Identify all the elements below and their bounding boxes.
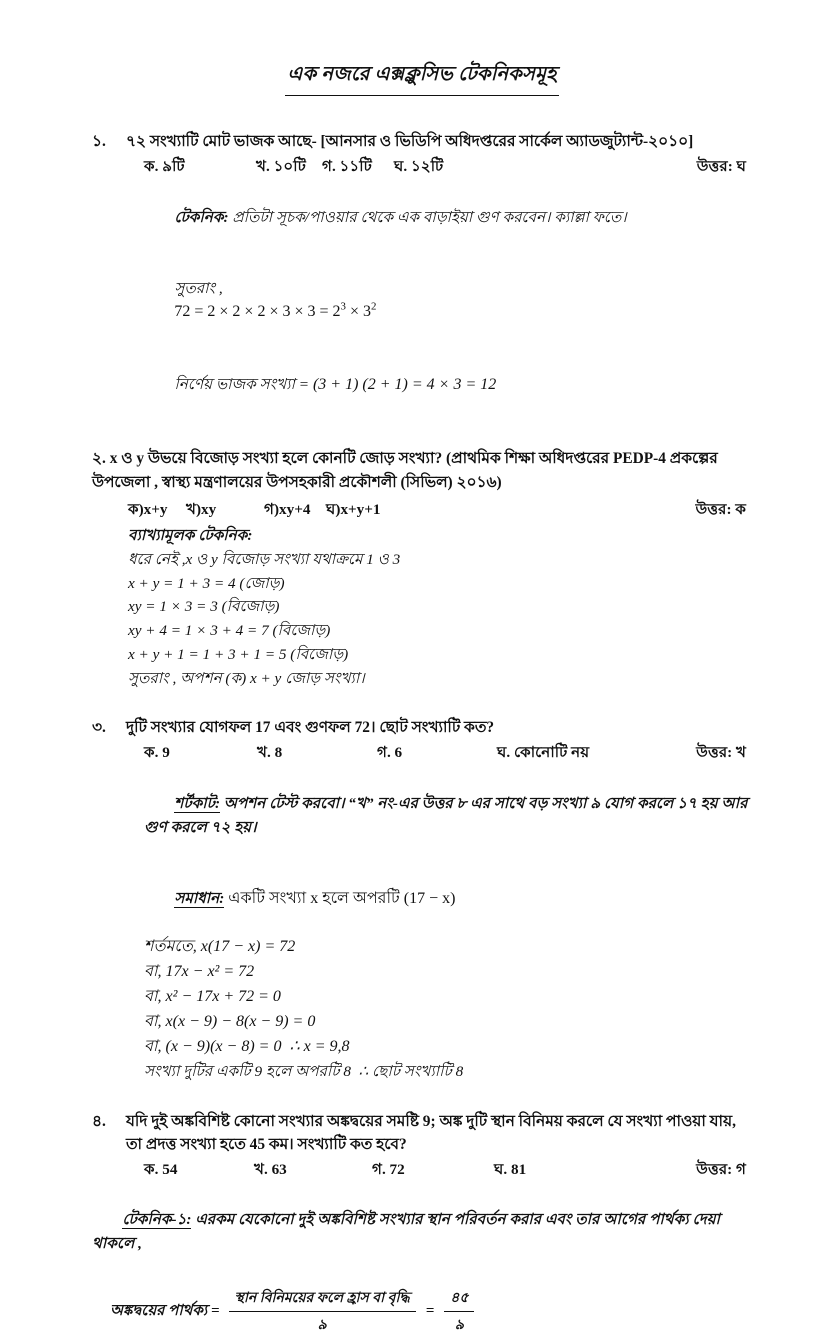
question-3-shortcut-text: অপশন টেস্ট করবো। “খ” নং-এর উত্তর ৮ এর সাথে বড় সংখ্যা ৯ যোগ করলে ১৭ হয় আর গুণ করলে ৭২ হয়। [144, 794, 752, 836]
question-2-step-5: x + y + 1 = 1 + 3 + 1 = 5 (বিজোড়) [128, 645, 349, 663]
question-block-2 [92, 447, 752, 690]
question-3-step-1: শর্তমতে, x(17 − x) = 72 [144, 938, 296, 956]
question-4-formula-fraction [229, 1286, 416, 1337]
question-3-explanation [92, 768, 752, 1084]
question-4-number: ৪. [92, 1112, 106, 1130]
question-3-shortcut-label: শর্টকাট: [174, 794, 220, 812]
question-4-formula-denominator: ৯ [317, 1317, 327, 1333]
question-2-text: x ও y উভয়ে বিজোড় সংখ্যা হলে কোনটি জোড় সংখ্যা? (প্রাথমিক শিক্ষা অধিদপ্তরের PEDP-4 প্রকল্পের উপজেলা , স্বাস্থ্য মন্ত্রণালয়ের উপসহকারী প্রকৌশলী (সিভিল) ২০১৬) [92, 450, 718, 492]
page-title-wrapper [92, 52, 752, 96]
question-4-heading [92, 1110, 752, 1156]
question-3-answer: উত্তর: খ [696, 744, 746, 762]
question-block-4 [92, 1110, 752, 1337]
question-4-option-ga[interactable]: গ. 72 [372, 1160, 405, 1178]
question-3-step-5: বা, (x − 9)(x − 8) = 0 ∴ x = 9,8 [144, 1038, 350, 1056]
question-4-formula-lead: অঙ্কদ্বয়ের পার্থক্য = [110, 1302, 220, 1319]
question-1-text: ৭২ সংখ্যাটি মোট ভাজক আছে- [আনসার ও ভিডিপি অধিদপ্তরের সার্কেল অ্যাডজুট্যান্ট-২০১০] [126, 133, 694, 150]
question-2-explanation [92, 524, 752, 690]
question-4-technique-text: এরকম যেকোনো দুই অঙ্কবিশিষ্ট সংখ্যার স্থান পরিবর্তন করার এবং তার আগের পার্থক্য দেয়া থাকলে , [92, 1211, 724, 1253]
question-block-3 [92, 716, 752, 1084]
question-4-answer: উত্তর: গ [696, 1160, 746, 1178]
question-2-option-kha[interactable]: খ)xy [186, 500, 217, 518]
question-1-factorization-line [144, 253, 752, 349]
question-4-result-numerator: ৪৫ [444, 1286, 474, 1312]
question-4-formula-result [444, 1286, 474, 1337]
question-3-number: ৩. [92, 719, 106, 737]
question-1-technique-text: প্রতিটা সূচক/পাওয়ার থেকে এক বাড়াইয়া গুণ করবেন। ক্যাল্লা ফতে। [228, 208, 627, 226]
title-underline [285, 52, 558, 96]
question-2-option-gha[interactable]: ঘ)x+y+1 [326, 500, 381, 518]
question-1-divisor-math: (3 + 1) (2 + 1) = 4 × 3 = 12 [308, 375, 497, 393]
question-4-technique-label: টেকনিক-১: [122, 1211, 192, 1229]
question-3-shortcut-line [144, 768, 752, 863]
question-4-option-kha[interactable]: খ. 63 [254, 1160, 287, 1178]
question-1-number: ১. [92, 133, 106, 150]
question-1-explanation [92, 182, 752, 422]
question-3-solution-label: সমাধান: [174, 889, 225, 907]
question-4-technique-line [92, 1185, 752, 1280]
question-3-option-kha[interactable]: খ. 8 [257, 744, 283, 762]
question-2-step-2: x + y = 1 + 3 = 4 (জোড়) [128, 574, 285, 592]
question-1-therefore-label: সুতরাং , [174, 279, 223, 297]
question-1-technique-label: টেকনিক: [174, 208, 229, 226]
question-2-step-1: ধরে নেই ,x ও y বিজোড় সংখ্যা যথাক্রমে 1 ও 3 [128, 551, 401, 568]
question-2-technique-label: ব্যাখ্যামূলক টেকনিক: [128, 527, 253, 545]
question-3-solution-intro: একটি সংখ্যা x হলে অপরটি (17 − x) [224, 889, 456, 907]
question-2-option-ga[interactable]: গ)xy+4 [264, 500, 311, 518]
question-block-1 [92, 130, 752, 421]
question-3-option-ga[interactable]: গ. 6 [377, 744, 403, 762]
question-2-step-3: xy = 1 × 3 = 3 (বিজোড়) [128, 598, 280, 616]
question-2-options [92, 499, 752, 522]
question-1-heading [92, 130, 752, 153]
question-3-text: দুটি সংখ্যার যোগফল 17 এবং গুণফল 72। ছোট সংখ্যাটি কত? [126, 719, 495, 737]
question-3-step-2: বা, 17x − x² = 72 [144, 963, 255, 981]
question-1-option-ka[interactable]: ক. ৯টি [144, 158, 185, 176]
question-2-step-4: xy + 4 = 1 × 3 + 4 = 7 (বিজোড়) [128, 622, 331, 640]
question-4-formula-equals: = [425, 1302, 435, 1319]
question-4-text: যদি দুই অঙ্কবিশিষ্ট কোনো সংখ্যার অঙ্কদ্বয়ের সমষ্টি 9; অঙ্ক দুটি স্থান বিনিময় করলে যে সংখ্যা পাওয়া যায়, তা প্রদত্ত সংখ্যা হতে 45 কম। সংখ্যাটি কত হবে? [126, 1112, 736, 1153]
question-1-option-kha[interactable]: খ. ১০টি [256, 158, 306, 176]
question-2-step-6: সুতরাং , অপশন (ক) x + y জোড় সংখ্যা। [128, 669, 365, 687]
question-4-formula-numerator: স্থান বিনিময়ের ফলে হ্রাস বা বৃদ্ধি [229, 1286, 416, 1312]
question-2-option-ka[interactable]: ক)x+y [128, 500, 168, 518]
question-4-option-gha[interactable]: ঘ. 81 [494, 1160, 527, 1178]
question-1-factorization-math: $72 = 2 \times 2 \times 2 \times 3 \times 3 = 2^3 \times 3^2$ [174, 301, 377, 321]
question-4-result-denominator: ৯ [454, 1317, 464, 1333]
question-2-heading [92, 447, 752, 495]
question-2-number: ২. [92, 450, 106, 468]
question-4-formula [92, 1286, 752, 1337]
page-title: এক নজরে এক্সক্লুসিভ টেকনিকসমূহ [287, 64, 557, 85]
question-1-options [92, 156, 752, 179]
question-4-options [92, 1159, 752, 1182]
question-3-solution-line [144, 863, 752, 935]
question-1-divisor-line [144, 349, 752, 421]
question-1-technique-line [144, 182, 752, 253]
question-1-option-ga[interactable]: গ. ১১টি [322, 158, 372, 176]
question-4-option-ka[interactable]: ক. 54 [144, 1160, 178, 1178]
question-4-explanation [92, 1185, 752, 1337]
question-3-step-4: বা, x(x − 9) − 8(x − 9) = 0 [144, 1013, 316, 1031]
question-1-option-gha[interactable]: ঘ. ১২টি [394, 158, 444, 176]
question-1-divisor-label: নির্ণেয় ভাজক সংখ্যা = [174, 375, 309, 393]
question-2-answer: উত্তর: ক [695, 500, 746, 518]
question-1-answer: উত্তর: ঘ [696, 158, 746, 176]
question-3-options [92, 742, 752, 765]
question-3-heading [92, 716, 752, 739]
question-3-step-6: সংখ্যা দুটির একটি 9 হলে অপরটি 8 ∴ ছোট সংখ্যাটি 8 [144, 1063, 464, 1081]
question-3-option-ka[interactable]: ক. 9 [144, 744, 170, 762]
question-3-option-gha[interactable]: ঘ. কোনোটি নয় [497, 744, 590, 762]
question-3-step-3: বা, x² − 17x + 72 = 0 [144, 988, 281, 1006]
